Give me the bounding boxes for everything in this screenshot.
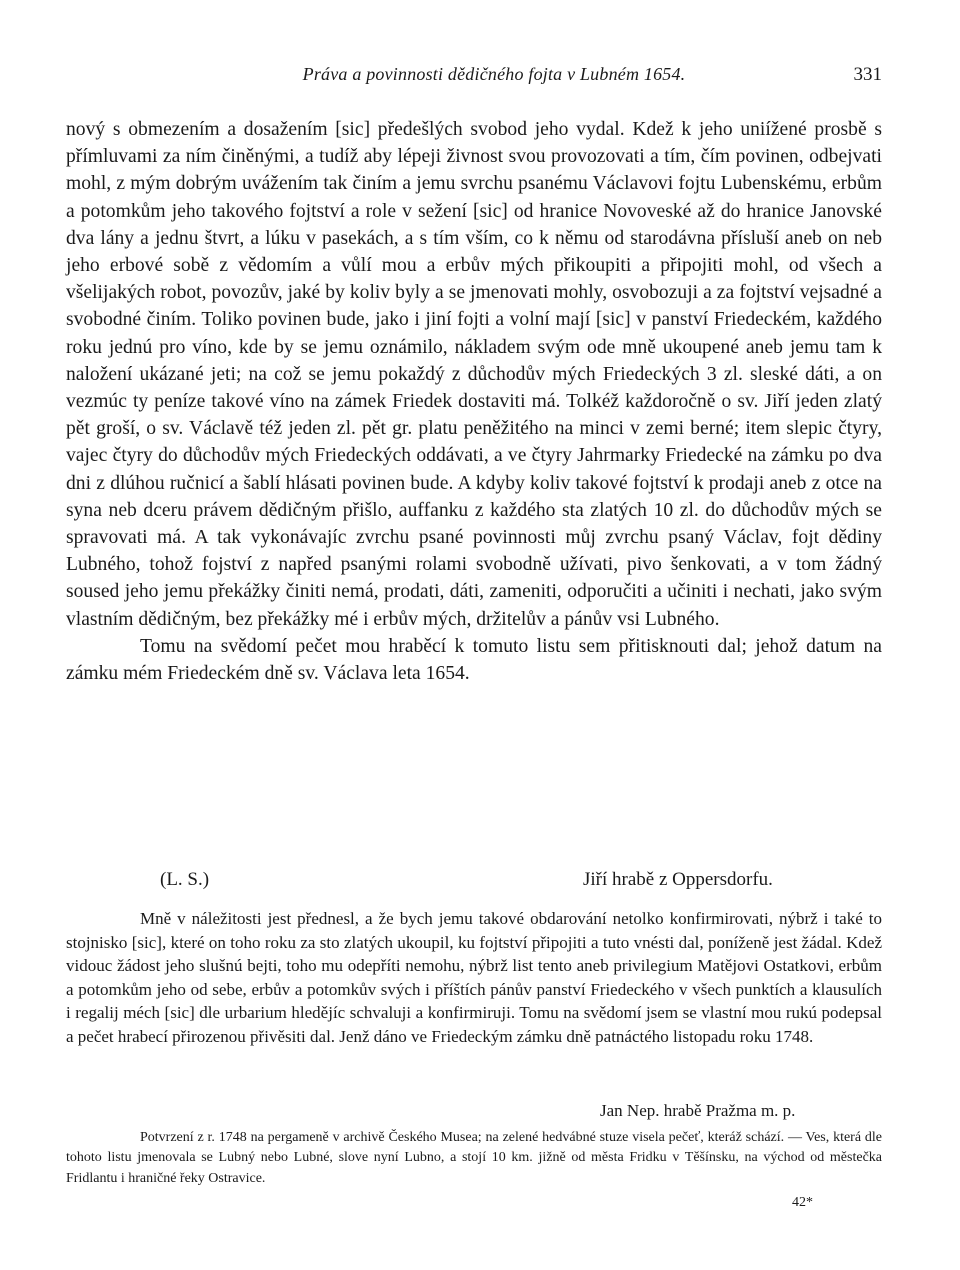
- seal-mark: (L. S.): [160, 869, 210, 890]
- charter-paragraph: nový s obmezením a dosažením [sic] předešlých svobod jeho vydal. Kdež k jeho uniížené prosbě s přímluvami za ním činěnými, a tudíž aby lépeji živnost svou provozovati a tím, čím povinen, odbejvati mohl, z mým dobrým uvážením tak činím a jemu svrchu psanému Václavovi fojtu Lubenskému, erbům a potomkům jeho takového fojtství a role v sežení [sic] od hranice Novoveské až do hranice Janovské dva lány a jednu štvrt, a lúku v pasekách, a s tím vším, co k němu od starodávna přísluší aneb on neb jeho erbové sobě z vědomím a vůlí mou a erbův mých přikoupiti a připojiti mohl, od všech a všelijakých robot, povozův, jaké by koliv byly a se jmenovati mohly, osvobozuji a za fojtství vejsadné a svobodné činím. Toliko povinen bude, jako i jiní fojti a volní mají [sic] v panství Friedeckém, každého roku jednú pro víno, kde by se jemu oznámilo, nákladem svým ode mně ukoupené aneb jemu tam k naložení ukázané jeti; na což se jemu pokaždý z důchodův mých Friedeckých 3 zl. sleské dáti, a on vezmúc ty peníze takové víno na zámek Friedek dostaviti má. Tolkéž každoročně o sv. Jiří jeden zlatý pět groší, o sv. Václavě též jeden zl. pět gr. platu peněžitého na minci v zemi berné; item slepic čtyry, vajec čtyry do důchodův mých Friedeckých oddávati, a ve čtyry Jahrmarky Friedecké na zámku po dva dni z dlúhou ručnicí a šablí hlásati povinen bude. A kdyby koliv takové fojtství k prodaji aneb z otce na syna neb dceru právem dědičným přišlo, auffanku z každého sta zlatých 10 zl. do důchodův mých se spravovati má. A tak vykonávajíc zvrchu psané povinnosti můj zvrchu psaný Václav, fojt dědiny Lubného, tohož fojství z napřed psanými rolami svobodně užívati, pivo šenkovati, a v tom žádný soused jeho jemu překážky činiti nemá, prodati, dáti, zameniti, odporučiti a učiniti i nechati, jako svým vlastním dědičným, bez překážky mé i erbův mých, držitelův a pánův vsi Lubného.: [66, 119, 882, 630]
- page-header: [66, 64, 882, 94]
- footnote-text: Potvrzení z r. 1748 na pergameně v archivě Českého Musea; na zelené hedvábné stuze visela pečeť, kteráž schází. — Ves, která dle tohoto listu jmenovala se Lubný nebo Lubné, slove nyní Lubno, a stojí 10 km. jižně od města Fridku v Těšínsku, na východ od městečka Fridlantu i hraničné řeky Ostravice.: [66, 1130, 882, 1186]
- signer-name: Jiří hrabě z Oppersdorfu.: [583, 869, 773, 890]
- charter-closing-paragraph: Tomu na svědomí pečet mou hraběcí k tomuto listu sem přitisknouti dal; jehož datum na zámku mém Friedeckém dně sv. Václava leta 1654.: [66, 635, 882, 685]
- signature-row: [66, 869, 882, 895]
- footnote: [66, 1128, 882, 1189]
- charter-text: [66, 116, 882, 687]
- confirmation-signer: Jan Nep. hrabě Pražma m. p.: [600, 1101, 796, 1120]
- confirmation-paragraph: Mně v náležitosti jest přednesl, a že bych jemu takové obdarování netolko konfirmirovati, nýbrž i také to stojnisko [sic], které on toho roku za sto zlatých ukoupil, ku fojtství připojiti a tuto vnésti dal, poníženě jest žádal. Kdež vidouc žádost jeho slušnú bejti, toho mu odepříti nemohu, nýbrž list tento aneb privilegium Matějovi Ostatkovi, erbům a potomkům jeho od sebe, erbův a potomkův svých i příštích pánův panství Friedeckého v všech punktích a klausulích i regalij méch [sic] dle urbarium hledějíc schvaluji a konfirmiruji. Tomu na svědomí jsem se vlastní mou rukú podepsal a pečet hrabecí přirozenou přivěsiti dal. Jenž dáno ve Friedeckým zámku dně patnáctého listopadu roku 1748.: [66, 909, 882, 1046]
- page-number: 331: [853, 64, 882, 85]
- running-title: Práva a povinnosti dědičného fojta v Lubném 1654.: [302, 64, 686, 84]
- sheet-signature-mark: 42*: [792, 1195, 813, 1210]
- confirmation-text: [66, 907, 882, 1049]
